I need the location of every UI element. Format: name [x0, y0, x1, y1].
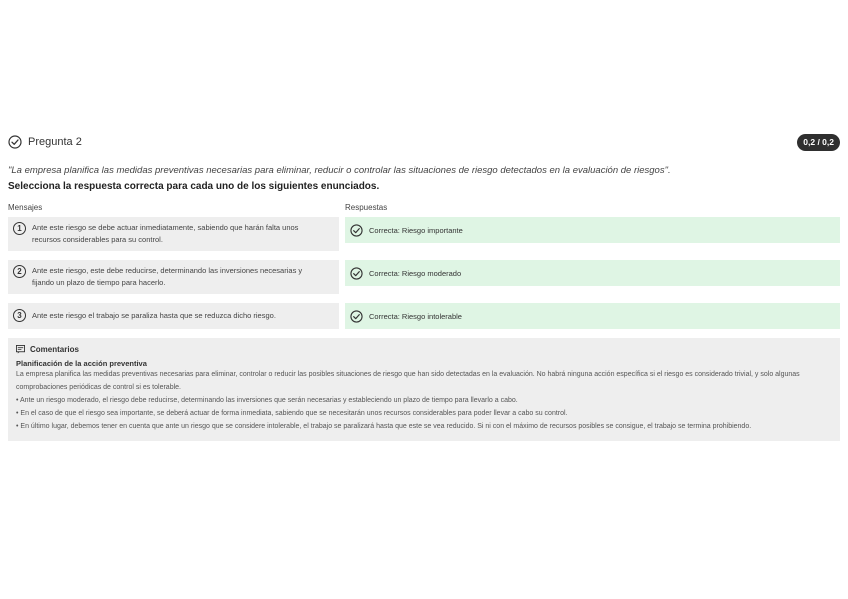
message-cell	[8, 217, 339, 251]
message-cell	[8, 260, 339, 294]
match-row	[8, 217, 840, 251]
question-title-wrap	[8, 135, 82, 149]
row-number-badge: 3	[13, 309, 26, 322]
comments-heading: Comentarios	[30, 345, 79, 354]
question-statement: "La empresa planifica las medidas preventivas necesarias para eliminar, reducir o controlar las situaciones de riesgo detectados en la evaluación de riesgos".	[8, 165, 671, 176]
row-number-badge: 1	[13, 222, 26, 235]
check-circle-icon	[350, 310, 363, 323]
question-block	[8, 132, 840, 441]
match-rows	[8, 217, 840, 329]
message-text: Ante este riesgo el trabajo se paraliza hasta que se reduzca dicho riesgo.	[32, 311, 276, 320]
comments-paragraph: • En último lugar, debemos tener en cuenta que ante un riesgo que se considere intolerable, el trabajo se paralizará hasta que este se vea reducido. Si ni con el máximo de recursos posibles se consigue, el trabajo se termina prohibiendo.	[16, 423, 752, 430]
check-circle-icon	[350, 267, 363, 280]
answers-header: Respuestas	[345, 203, 388, 212]
question-instruction: Selecciona la respuesta correcta para cada uno de los siguientes enunciados.	[8, 181, 380, 192]
check-circle-icon	[8, 135, 22, 149]
answer-cell	[345, 260, 840, 286]
comments-paragraph: • Ante un riesgo moderado, el riesgo debe reducirse, determinando las inversiones que serán necesarias y estableciendo un plazo de tiempo para llevarlo a cabo.	[16, 397, 518, 404]
check-circle-icon	[350, 224, 363, 237]
question-title: Pregunta 2	[28, 136, 82, 148]
messages-header: Mensajes	[8, 203, 43, 212]
question-header	[8, 132, 840, 152]
answer-cell	[345, 217, 840, 243]
message-cell	[8, 303, 339, 329]
answer-text: Correcta: Riesgo moderado	[369, 268, 462, 278]
comments-panel	[8, 338, 840, 441]
comments-header	[16, 345, 832, 354]
message-text: Ante este riesgo se debe actuar inmediatamente, sabiendo que harán falta unos recursos considerables para su control.	[32, 223, 299, 244]
row-number-badge: 2	[13, 265, 26, 278]
match-row	[8, 260, 840, 294]
answer-text: Correcta: Riesgo intolerable	[369, 311, 462, 321]
comments-paragraph: • En el caso de que el riesgo sea importante, se deberá actuar de forma inmediata, sabiendo que se necesitarán unos recursos considerables para poder llevar a cabo su control.	[16, 410, 568, 417]
answer-cell	[345, 303, 840, 329]
comments-paragraph: La empresa planifica las medidas preventivas necesarias para eliminar, controlar o reducir las posibles situaciones de riesgo que han sido detectadas en la evaluación. No habrá ninguna acción específica si el riesgo es considerado trivial, y solo algunas comprobaciones periódicas de control si es tolerable.	[16, 371, 800, 391]
score-badge: 0,2 / 0,2	[797, 134, 840, 151]
message-text: Ante este riesgo, este debe reducirse, determinando las inversiones necesarias y fijando un plazo de tiempo para hacerlo.	[32, 266, 303, 287]
comment-icon	[16, 345, 25, 354]
column-headers	[8, 203, 840, 212]
answer-text: Correcta: Riesgo importante	[369, 225, 463, 235]
match-row	[8, 303, 840, 329]
comments-title: Planificación de la acción preventiva	[16, 359, 147, 368]
